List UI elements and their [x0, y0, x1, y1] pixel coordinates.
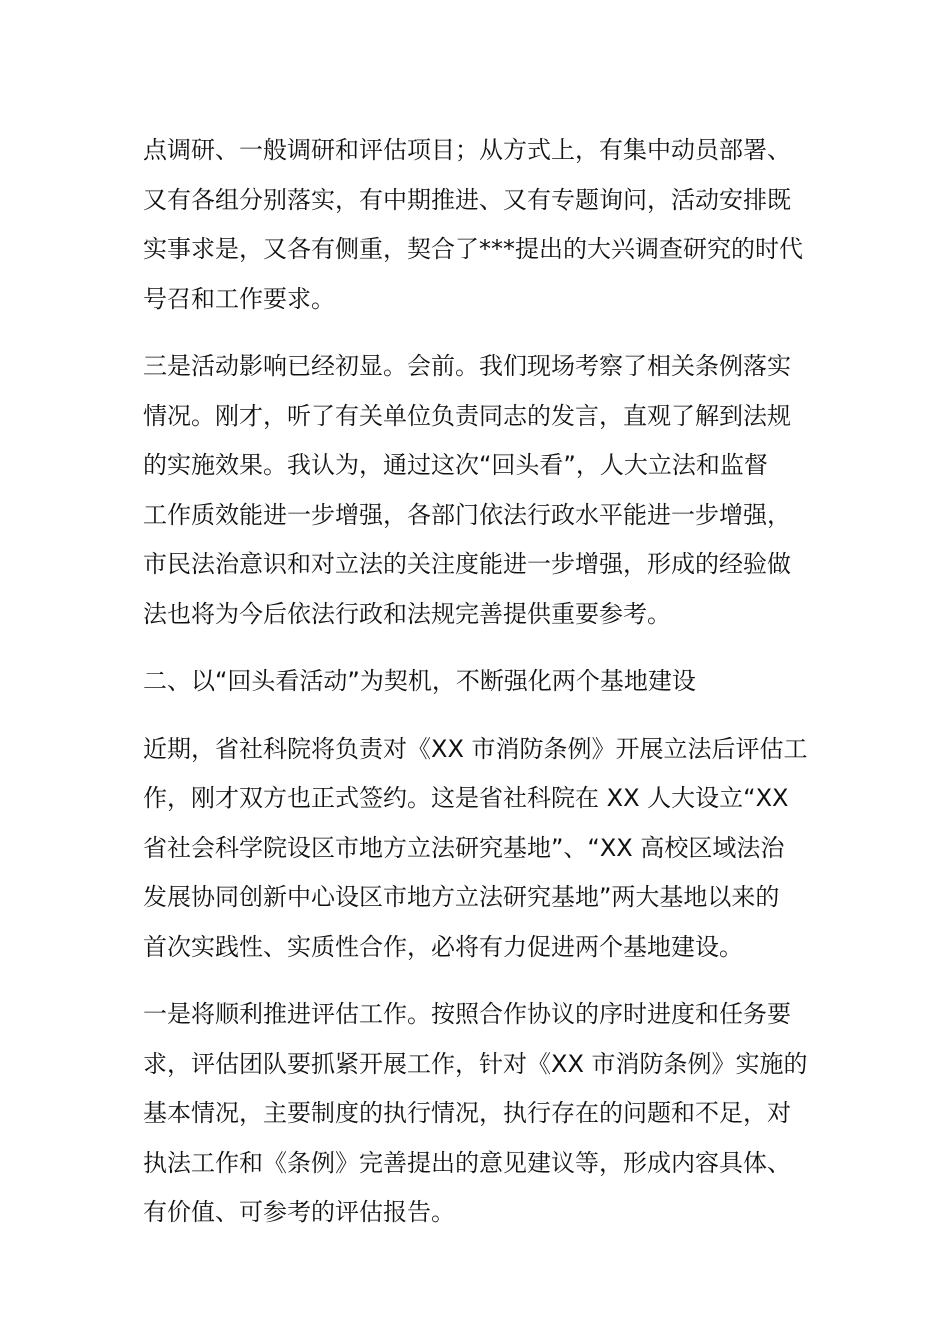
text-line: 实事求是，又各有侧重，契合了***提出的大兴调查研究的时代	[143, 235, 803, 263]
text-line: 近期，省社科院将负责对《XX 市消防条例》开展立法后评估工	[143, 734, 808, 763]
text-line: 情况。刚才，听了有关单位负责同志的发言，直观了解到法规	[143, 401, 791, 430]
document-body	[143, 126, 813, 1256]
text-line: 省社会科学院设区市地方立法研究基地”、“XX 高校区域法治	[143, 833, 785, 862]
paragraph-evaluation-work	[143, 990, 813, 1238]
text-line: 市民法治意识和对立法的关注度能进一步增强，形成的经验做	[143, 550, 791, 578]
text-line: 作，刚才双方也正式签约。这是省社科院在 XX 人大设立“XX	[143, 784, 789, 812]
text-line: 的实施效果。我认为，通过这次“回头看”，人大立法和监督	[143, 451, 768, 479]
text-line: 求，评估团队要抓紧开展工作，针对《XX 市消防条例》实施的	[143, 1049, 808, 1078]
text-line: 首次实践性、实质性合作，必将有力促进两个基地建设。	[143, 932, 743, 961]
text-line: 有价值、可参考的评估报告。	[143, 1198, 455, 1226]
text-line: 法也将为今后依法行政和法规完善提供重要参考。	[143, 599, 671, 628]
text-line: 号召和工作要求。	[143, 284, 335, 313]
section-heading-text: 二、以“回头看活动”为契机，不断强化两个基地建设	[143, 667, 696, 695]
text-line: 一是将顺利推进评估工作。按照合作协议的序时进度和任务要	[143, 1000, 791, 1028]
text-line: 点调研、一般调研和评估项目；从方式上，有集中动员部署、	[143, 136, 791, 164]
paragraph-survey-methods	[143, 126, 813, 324]
text-line: 发展协同创新中心设区市地方立法研究基地”两大基地以来的	[143, 883, 780, 911]
paragraph-activity-impact	[143, 342, 813, 639]
section-heading	[143, 657, 813, 707]
text-line: 又有各组分别落实，有中期推进、又有专题询问，活动安排既	[143, 185, 791, 214]
paragraph-evaluation-signing	[143, 725, 813, 973]
text-line: 基本情况，主要制度的执行情况，执行存在的问题和不足，对	[143, 1099, 791, 1127]
text-line: 工作质效能进一步增强，各部门依法行政水平能进一步增强，	[143, 500, 791, 529]
text-line: 三是活动影响已经初显。会前。我们现场考察了相关条例落实	[143, 352, 791, 380]
text-line: 执法工作和《条例》完善提出的意见建议等，形成内容具体、	[143, 1148, 791, 1177]
